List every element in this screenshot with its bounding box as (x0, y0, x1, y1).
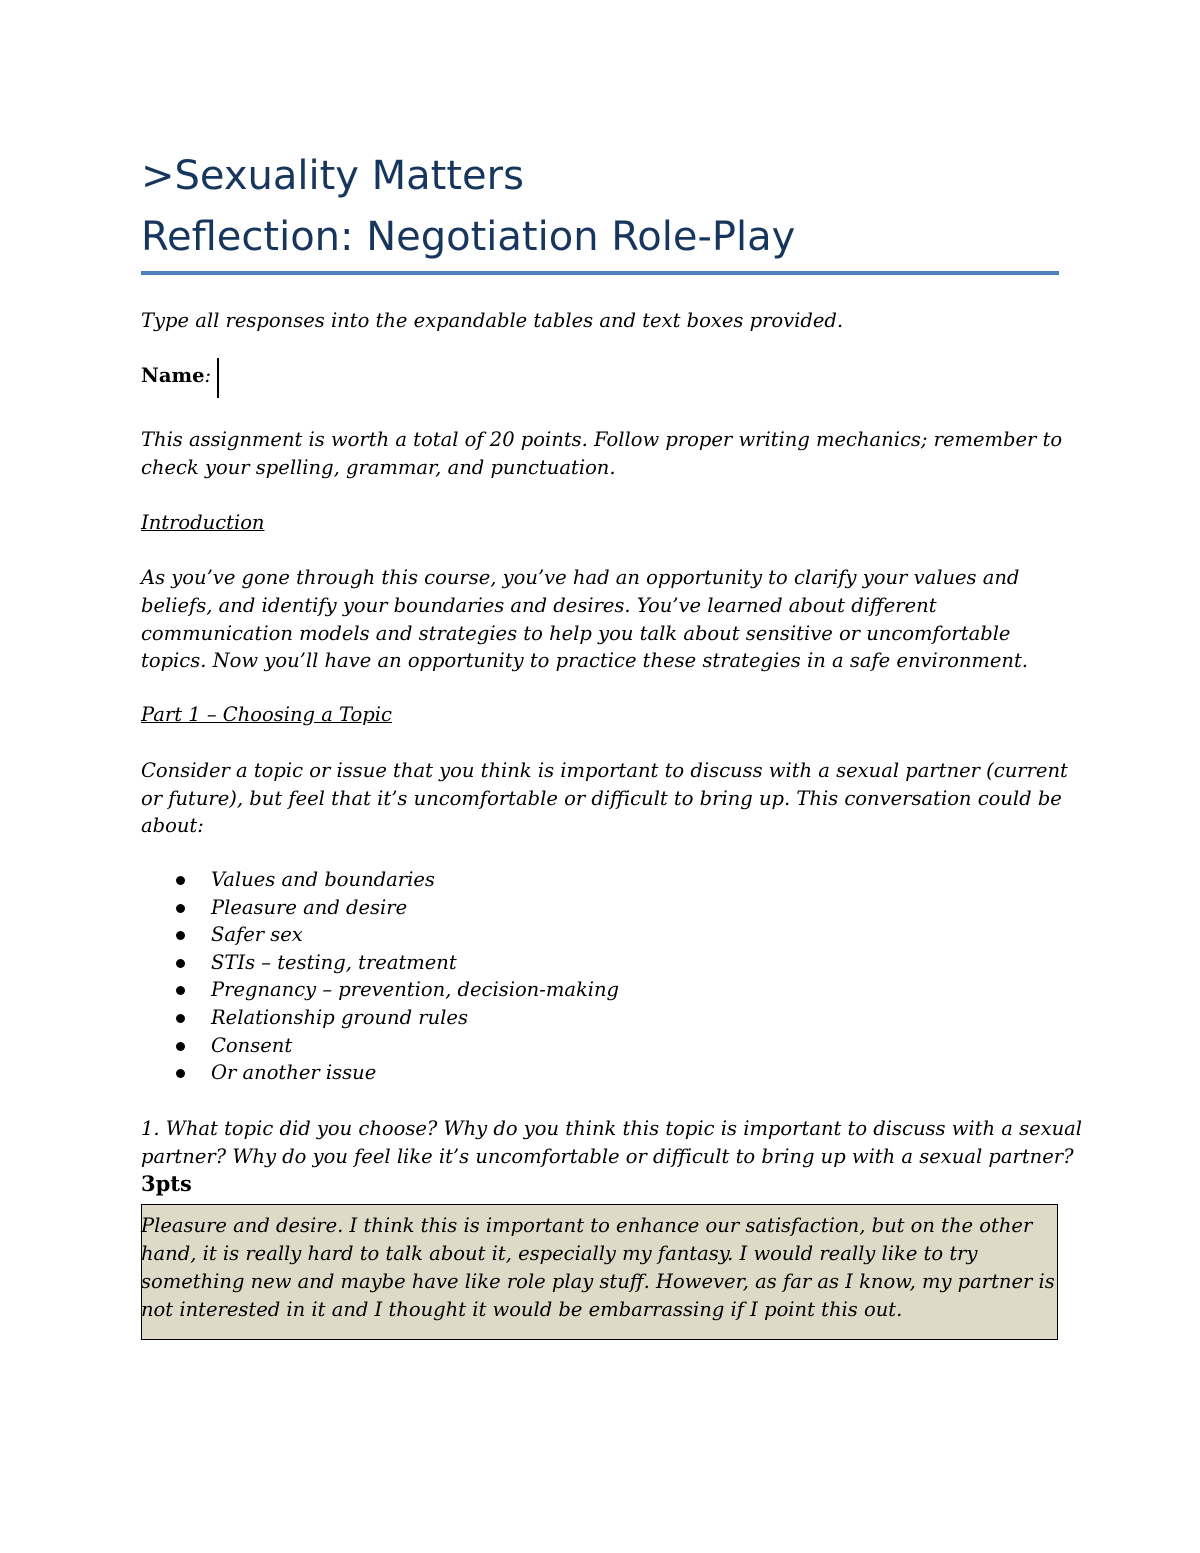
name-input-field[interactable] (217, 358, 223, 398)
topic-label: Pregnancy – prevention, decision-making (211, 978, 620, 1002)
intro-line: topics. Now you’ll have an opportunity to practice these strategies in a safe environment. (141, 649, 1029, 672)
bullet-icon (176, 959, 185, 968)
part1-line: or future), but feel that it’s uncomfortable or difficult to bring up. This conversation could be (141, 787, 1062, 810)
instructions-text: Type all responses into the expandable tables and text boxes provided. (141, 309, 844, 332)
topic-list-item (172, 866, 619, 894)
topic-label: Relationship ground rules (211, 1005, 468, 1029)
topic-label: STIs – testing, treatment (211, 950, 457, 974)
answer-1-text[interactable] (141, 1212, 1061, 1324)
topic-label: Consent (211, 1033, 293, 1057)
part1-line: Consider a topic or issue that you think is important to discuss with a sexual partner (current (141, 759, 1068, 782)
part1-line: about: (141, 814, 204, 837)
intro-line: beliefs, and identify your boundaries and desires. You’ve learned about different (141, 594, 937, 617)
answer-1-line: not interested in it and I thought it would be embarrassing if I point this out. (141, 1298, 903, 1321)
bullet-icon (176, 876, 185, 885)
intro-line: As you’ve gone through this course, you’ve had an opportunity to clarify your values and (141, 566, 1020, 589)
document-subtitle: Reflection: Negotiation Role-Play (141, 214, 796, 260)
topic-list-item (172, 1032, 619, 1060)
name-label-colon: : (204, 364, 212, 387)
topic-list (172, 866, 619, 1087)
name-label (141, 362, 211, 390)
bullet-icon (176, 904, 185, 913)
question-1-points: 3pts (141, 1171, 192, 1196)
points-note-line-1: This assignment is worth a total of 20 points. Follow proper writing mechanics; remember to (141, 428, 1063, 451)
name-label-text: Name (141, 364, 205, 387)
bullet-icon (176, 1014, 185, 1023)
answer-1-line: something new and maybe have like role play stuff. However, as far as I know, my partner is (141, 1270, 1055, 1293)
topic-list-item (172, 1059, 619, 1087)
part1-heading: Part 1 – Choosing a Topic (141, 703, 392, 726)
bullet-icon (176, 986, 185, 995)
question-1-line: 1. What topic did you choose? Why do you think this topic is important to discuss with a sexual (141, 1117, 1083, 1140)
answer-1-line: Pleasure and desire. I think this is important to enhance our satisfaction, but on the other (141, 1214, 1033, 1237)
bullet-icon (176, 1069, 185, 1078)
topic-label: Values and boundaries (211, 868, 435, 891)
topic-label: Safer sex (211, 923, 303, 947)
document-title: >Sexuality Matters (141, 153, 524, 199)
question-1-line: partner? Why do you feel like it’s uncomfortable or difficult to bring up with a sexual partner? (141, 1145, 1074, 1168)
points-note-line-2: check your spelling, grammar, and punctuation. (141, 456, 616, 479)
bullet-icon (176, 1042, 185, 1051)
intro-line: communication models and strategies to help you talk about sensitive or uncomfortable (141, 622, 1011, 645)
bullet-icon (176, 931, 185, 940)
topic-list-item (172, 894, 619, 922)
introduction-heading: Introduction (141, 511, 265, 534)
topic-list-item (172, 976, 619, 1004)
topic-list-item (172, 1004, 619, 1032)
topic-label: Or another issue (211, 1061, 377, 1085)
answer-1-line: hand, it is really hard to talk about it, especially my fantasy. I would really like to try (141, 1242, 978, 1265)
topic-label: Pleasure and desire (211, 895, 408, 919)
title-divider (141, 271, 1059, 275)
topic-list-item (172, 921, 619, 949)
topic-list-item (172, 949, 619, 977)
